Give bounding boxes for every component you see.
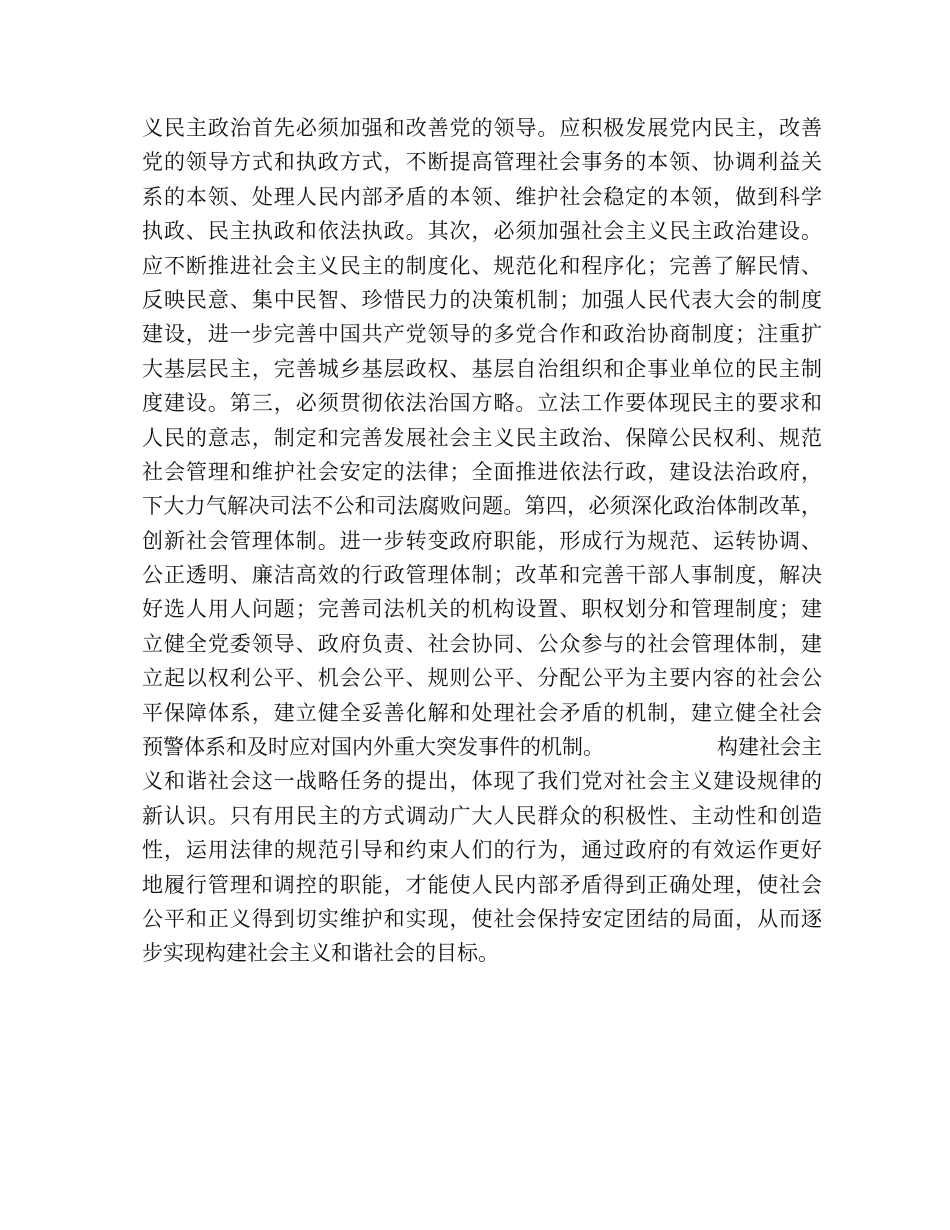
text-line: 度建设。第三，必须贯彻依法治国方略。立法工作要体现民主的要求和 — [142, 391, 822, 416]
text-line: 执政、民主执政和依法执政。其次，必须加强社会主义民主政治建设。 — [142, 219, 822, 244]
text-line: 立健全党委领导、政府负责、社会协同、公众参与的社会管理体制，建 — [142, 631, 822, 656]
text-line: 建设，进一步完善中国共产党领导的多党合作和政治协商制度；注重扩 — [142, 322, 822, 347]
text-line: 社会管理和维护社会安定的法律；全面推进依法行政，建设法治政府， — [142, 459, 822, 484]
text-line: 公平和正义得到切实维护和实现，使社会保持安定团结的局面，从而逐 — [142, 906, 822, 931]
text-line: 义和谐社会这一战略任务的提出，体现了我们党对社会主义建设规律的 — [142, 769, 822, 794]
text-line: 公正透明、廉洁高效的行政管理体制；改革和完善干部人事制度，解决 — [142, 563, 822, 588]
text-line: 系的本领、处理人民内部矛盾的本领、维护社会稳定的本领，做到科学 — [142, 184, 822, 209]
text-line: 创新社会管理体制。进一步转变政府职能，形成行为规范、运转协调、 — [142, 528, 822, 553]
text-line: 义民主政治首先必须加强和改善党的领导。应积极发展党内民主，改善 — [142, 116, 822, 140]
text-line: 人民的意志，制定和完善发展社会主义民主政治、保障公民权利、规范 — [142, 425, 822, 450]
text-line: 反映民意、集中民智、珍惜民力的决策机制；加强人民代表大会的制度 — [142, 287, 822, 312]
text-line-last: 步实现构建社会主义和谐社会的目标。 — [142, 941, 499, 966]
paragraph-start-text: 构建社会主 — [717, 735, 822, 760]
text-line: 性，运用法律的规范引导和约束人们的行为，通过政府的有效运作更好 — [142, 838, 822, 863]
text-line: 党的领导方式和执政方式，不断提高管理社会事务的本领、协调利益关 — [142, 150, 822, 175]
text-line: 地履行管理和调控的职能，才能使人民内部矛盾得到正确处理，使社会 — [142, 872, 822, 897]
body-text — [142, 111, 822, 971]
text-line: 平保障体系，建立健全妥善化解和处理社会矛盾的机制，建立健全社会 — [142, 700, 822, 725]
text-line: 下大力气解决司法不公和司法腐败问题。第四，必须深化政治体制改革， — [142, 494, 822, 519]
text-line: 新认识。只有用民主的方式调动广大人民群众的积极性、主动性和创造 — [142, 803, 822, 828]
paragraph-end-text: 预警体系和及时应对国内外重大突发事件的机制。 — [142, 735, 604, 760]
text-line: 大基层民主，完善城乡基层政权、基层自治组织和企事业单位的民主制 — [142, 356, 822, 381]
text-line: 好选人用人问题；完善司法机关的机构设置、职权划分和管理制度；建 — [142, 597, 822, 622]
text-line: 立起以权利公平、机会公平、规则公平、分配公平为主要内容的社会公 — [142, 666, 822, 691]
text-line-paragraph-break — [142, 730, 822, 764]
text-line: 应不断推进社会主义民主的制度化、规范化和程序化；完善了解民情、 — [142, 253, 822, 278]
